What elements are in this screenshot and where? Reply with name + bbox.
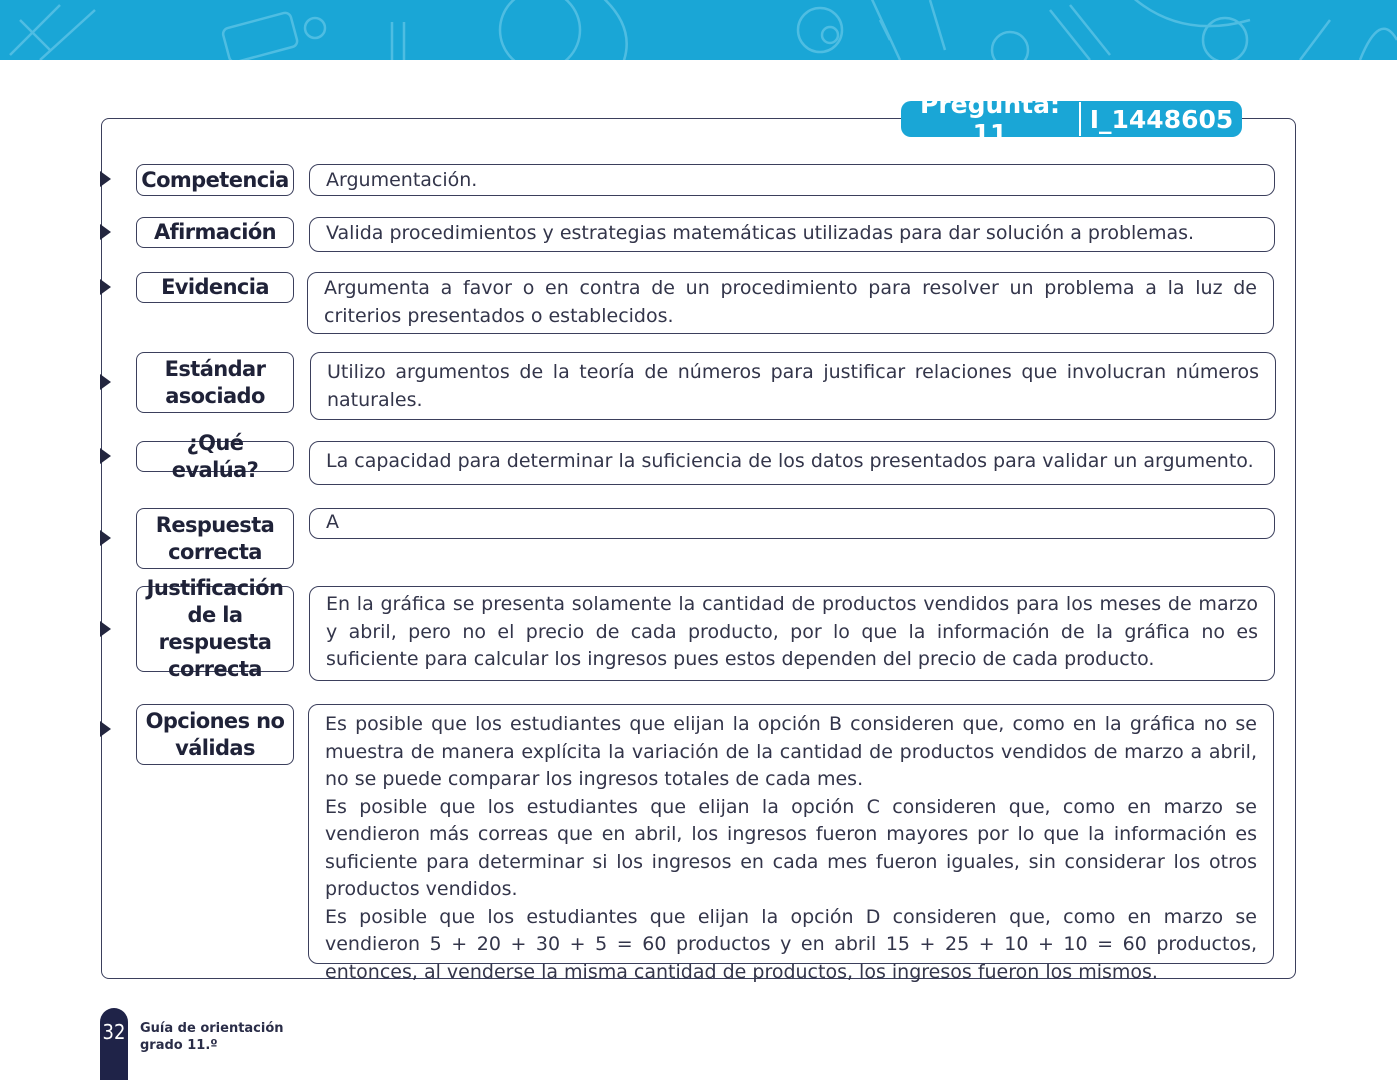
arrow-bullet-icon	[100, 279, 111, 295]
opcion-c-text: Es posible que los estudiantes que elijan la opción C consideren que, como en marzo se vendieron más correas que en abril, los ingresos fueron mayores por lo que la información es suficiente para determinar si los ingresos en cada mes fueron iguales, sin considerar los otros productos vendidos.	[325, 795, 1257, 900]
arrow-bullet-icon	[100, 530, 111, 546]
arrow-bullet-icon	[100, 224, 111, 240]
value-competencia	[309, 164, 1275, 196]
guide-title: Guía de orientación	[140, 1021, 284, 1036]
value-respuesta-correcta	[309, 508, 1275, 539]
opcion-b-text: Es posible que los estudiantes que elijan la opción B consideren que, como en la gráfica no se muestra de manera explícita la variación de la cantidad de productos vendidos de marzo a abril, no se puede comparar los ingresos totales de cada mes.	[325, 713, 1257, 790]
school-doodles-pattern	[0, 0, 1397, 60]
label-evidencia: Evidencia	[136, 272, 294, 303]
label-competencia: Competencia	[136, 164, 294, 196]
justificacion-text: En la gráfica se presenta solamente la cantidad de productos vendidos para los meses de marzo y abril, pero no el precio de cada producto, por lo que la información de la gráfica no es suficiente para calcular los ingresos pues estos dependen del precio de cada producto.	[326, 593, 1258, 670]
evidencia-text: Argumenta a favor o en contra de un procedimiento para resolver un problema a la luz de criterios presentados o establecidos.	[324, 277, 1257, 327]
grade-label: grado 11.º	[140, 1038, 218, 1053]
respuesta-correcta-text: A	[326, 511, 339, 533]
value-afirmacion	[309, 217, 1275, 252]
label-respuesta-correcta: Respuesta correcta	[136, 508, 294, 569]
label-opciones-no-validas: Opciones no válidas	[136, 704, 294, 765]
que-evalua-text: La capacidad para determinar la suficiencia de los datos presentados para validar un argumento.	[326, 450, 1254, 472]
value-estandar	[310, 352, 1276, 420]
competencia-text: Argumentación.	[326, 169, 478, 191]
label-justificacion: Justificación de la respuesta correcta	[136, 586, 294, 672]
footer-caption	[140, 1020, 284, 1054]
page-number-tab	[100, 1008, 128, 1080]
label-que-evalua: ¿Qué evalúa?	[136, 441, 294, 472]
item-code: I_1448605	[1089, 104, 1234, 134]
opcion-d-text: Es posible que los estudiantes que elijan la opción D consideren que, como en marzo se vendieron 5 + 20 + 30 + 5 = 60 productos y en abril 15 + 25 + 10 + 10 = 60 productos, entonces, al venderse la misma cantidad de productos, los ingresos fueron los mismos.	[325, 905, 1257, 983]
value-evidencia	[307, 272, 1274, 334]
afirmacion-text: Valida procedimientos y estrategias matemáticas utilizadas para dar solución a problemas.	[326, 222, 1195, 244]
value-que-evalua	[309, 441, 1275, 485]
label-estandar: Estándar asociado	[136, 352, 294, 413]
arrow-bullet-icon	[100, 448, 111, 464]
arrow-bullet-icon	[100, 621, 111, 637]
value-opciones-no-validas	[308, 704, 1274, 983]
arrow-bullet-icon	[100, 171, 111, 187]
question-badge	[901, 90, 1242, 148]
arrow-bullet-icon	[100, 374, 111, 390]
question-number: Pregunta: 11	[920, 90, 1060, 148]
page-number: 32	[102, 1020, 126, 1044]
arrow-bullet-icon	[100, 721, 111, 737]
label-afirmacion: Afirmación	[136, 217, 294, 248]
value-justificacion	[309, 586, 1275, 681]
estandar-text: Utilizo argumentos de la teoría de números para justificar relaciones que involucran números naturales.	[327, 361, 1259, 411]
header-banner	[0, 0, 1397, 60]
